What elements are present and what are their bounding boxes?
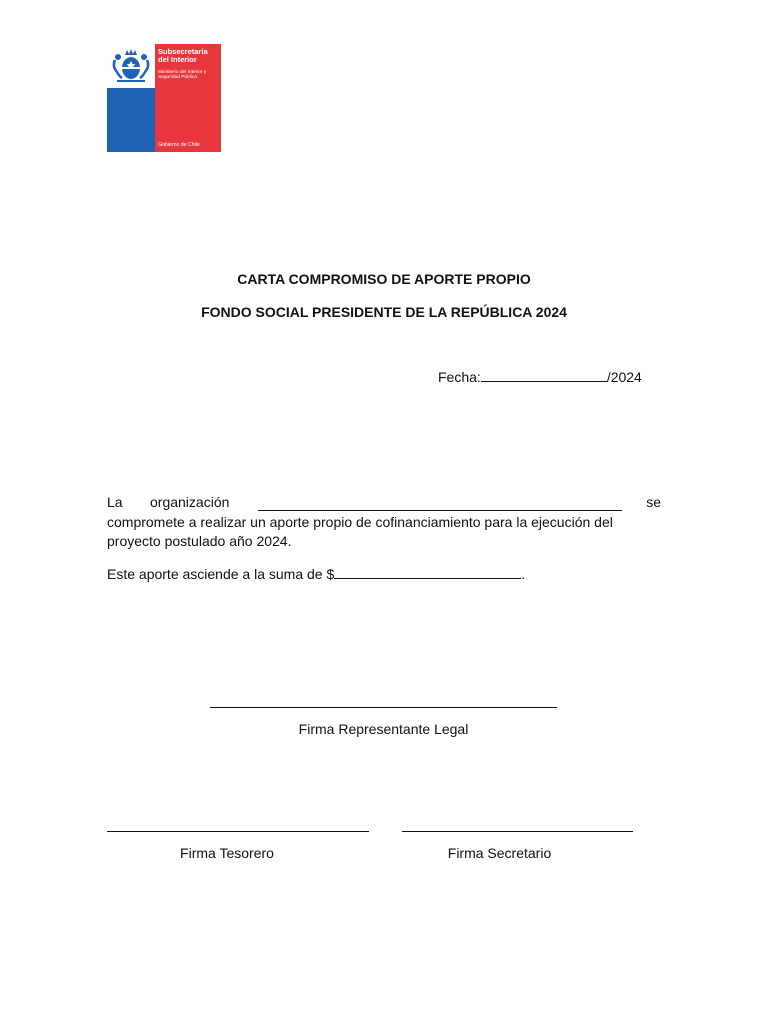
logo-title: Subsecretaría del Interior xyxy=(158,47,208,64)
logo-red-panel xyxy=(155,44,221,152)
document-subtitle: FONDO SOCIAL PRESIDENTE DE LA REPÚBLICA 2024 xyxy=(201,304,567,320)
paragraph2 xyxy=(107,565,525,584)
logo-blue-panel xyxy=(107,44,155,152)
paragraph1-word-se: se xyxy=(646,494,661,510)
amount-suffix: . xyxy=(521,566,526,582)
amount-label: Este aporte asciende a la suma de $ xyxy=(107,566,335,582)
government-logo xyxy=(107,44,221,152)
paragraph1-line2: compromete a realizar un aporte propio de cofinanciamiento para la ejecución del xyxy=(107,514,613,530)
date-line xyxy=(438,369,642,385)
logo-crest-background xyxy=(107,44,155,88)
date-blank[interactable] xyxy=(481,369,607,382)
logo-subtitle: Ministerio del Interior y Seguridad Pública xyxy=(158,70,207,81)
legal-rep-signature-line[interactable] xyxy=(210,707,557,708)
date-suffix: /2024 xyxy=(606,369,642,385)
treasurer-signature-line[interactable] xyxy=(107,831,369,832)
coat-of-arms-icon xyxy=(109,46,153,86)
logo-footer: Gobierno de Chile xyxy=(158,142,200,148)
paragraph1-line3: proyecto postulado año 2024. xyxy=(107,533,292,549)
amount-blank[interactable] xyxy=(334,566,521,579)
secretary-signature-label: Firma Secretario xyxy=(447,845,552,861)
document-title: CARTA COMPROMISO DE APORTE PROPIO xyxy=(237,271,531,287)
paragraph1-first-line xyxy=(107,494,661,513)
date-label: Fecha: xyxy=(438,369,481,385)
organization-name-blank[interactable] xyxy=(258,494,622,511)
treasurer-signature-label: Firma Tesorero xyxy=(180,845,274,861)
paragraph1-word-la: La xyxy=(107,494,123,510)
secretary-signature-line[interactable] xyxy=(402,831,633,832)
paragraph1-word-organizacion: organización xyxy=(150,494,230,510)
legal-rep-signature-label: Firma Representante Legal xyxy=(298,721,469,737)
